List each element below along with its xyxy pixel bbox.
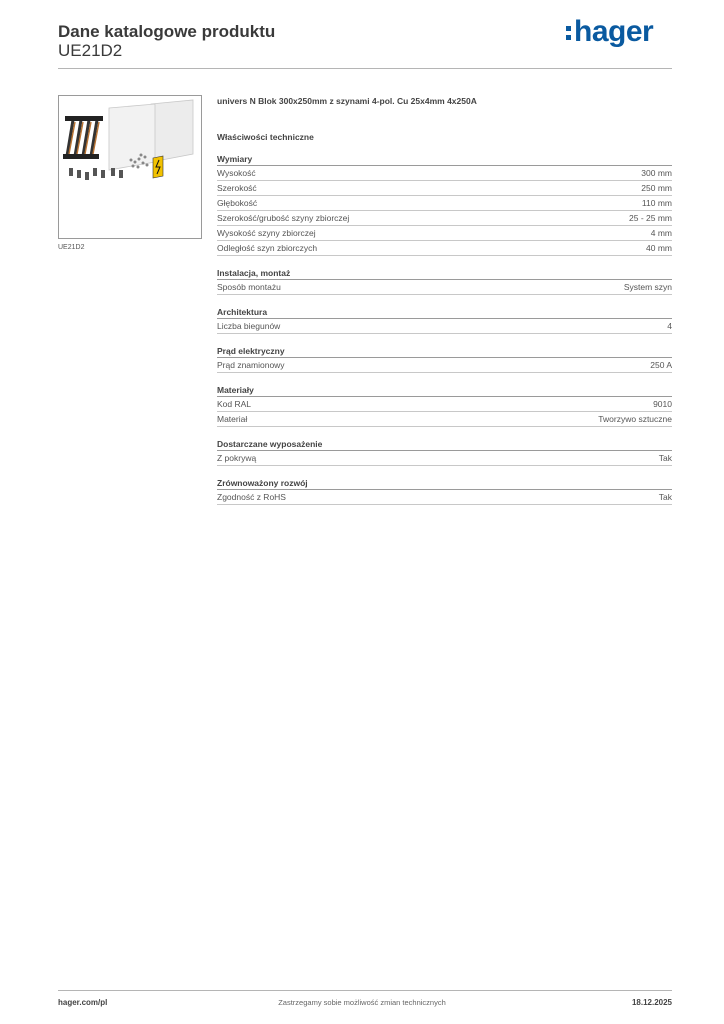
section-sustainability — [217, 477, 672, 505]
spec-row — [217, 211, 672, 226]
section-title: Prąd elektryczny — [217, 345, 672, 358]
spec-value: 4 mm — [650, 228, 672, 238]
footer-website-link[interactable]: hager.com/pl — [58, 998, 108, 1007]
spec-label: Odległość szyn zbiorczych — [217, 243, 318, 253]
spec-row — [217, 196, 672, 211]
spec-label: Kod RAL — [217, 399, 252, 409]
header-divider — [58, 68, 672, 69]
spec-row — [217, 358, 672, 373]
section-title: Dostarczane wyposażenie — [217, 438, 672, 451]
section-dimensions — [217, 153, 672, 256]
spec-value: Tak — [658, 492, 672, 502]
spec-row — [217, 490, 672, 505]
footer-notice: Zastrzegamy sobie możliwość zmian technicznych — [278, 998, 446, 1007]
hager-logo — [566, 14, 653, 50]
section-title: Architektura — [217, 306, 672, 319]
section-installation — [217, 267, 672, 295]
spec-value: 250 A — [650, 360, 672, 370]
section-title: Materiały — [217, 384, 672, 397]
spec-row — [217, 181, 672, 196]
product-description: univers N Blok 300x250mm z szynami 4-pol. Cu 25x4mm 4x250A — [217, 96, 477, 106]
spec-label: Głębokość — [217, 198, 258, 208]
spec-value: 300 mm — [641, 168, 672, 178]
product-illustration-icon — [59, 96, 201, 238]
spec-label: Szerokość — [217, 183, 257, 193]
spec-row — [217, 319, 672, 334]
technical-properties-heading: Właściwości techniczne — [217, 132, 314, 142]
logo-dots-icon — [566, 21, 572, 43]
section-architecture — [217, 306, 672, 334]
spec-label: Wysokość szyny zbiorczej — [217, 228, 316, 238]
image-caption: UE21D2 — [58, 244, 85, 251]
page-title: Dane katalogowe produktu — [58, 22, 276, 41]
spec-value: 4 — [667, 321, 672, 331]
product-image — [58, 95, 202, 239]
spec-row — [217, 451, 672, 466]
spec-value: 25 - 25 mm — [629, 213, 672, 223]
spec-value: 110 mm — [641, 198, 672, 208]
spec-row — [217, 412, 672, 427]
spec-row — [217, 226, 672, 241]
spec-value: Tak — [658, 453, 672, 463]
section-title: Wymiary — [217, 153, 672, 166]
spec-value: 9010 — [653, 399, 672, 409]
spec-label: Prąd znamionowy — [217, 360, 285, 370]
spec-row — [217, 241, 672, 256]
spec-label: Materiał — [217, 414, 248, 424]
footer-date: 18.12.2025 — [631, 998, 672, 1007]
spec-label: Liczba biegunów — [217, 321, 281, 331]
spec-label: Wysokość — [217, 168, 256, 178]
section-supplied-equipment — [217, 438, 672, 466]
section-electric-current — [217, 345, 672, 373]
spec-row — [217, 166, 672, 181]
spec-label: Szerokość/grubość szyny zbiorczej — [217, 213, 350, 223]
section-title: Zrównoważony rozwój — [217, 477, 672, 490]
spec-value: 40 mm — [646, 243, 672, 253]
footer-divider — [58, 990, 672, 991]
spec-content — [217, 95, 672, 505]
spec-row — [217, 397, 672, 412]
logo-text: hager — [574, 15, 654, 48]
spec-value: 250 mm — [641, 183, 672, 193]
spec-value: Tworzywo sztuczne — [598, 414, 672, 424]
spec-label: Z pokrywą — [217, 453, 257, 463]
section-title: Instalacja, montaż — [217, 267, 672, 280]
spec-label: Zgodność z RoHS — [217, 492, 286, 502]
spec-label: Sposób montażu — [217, 282, 281, 292]
spec-value: System szyn — [623, 282, 672, 292]
section-materials — [217, 384, 672, 427]
product-code: UE21D2 — [58, 41, 123, 60]
spec-row — [217, 280, 672, 295]
